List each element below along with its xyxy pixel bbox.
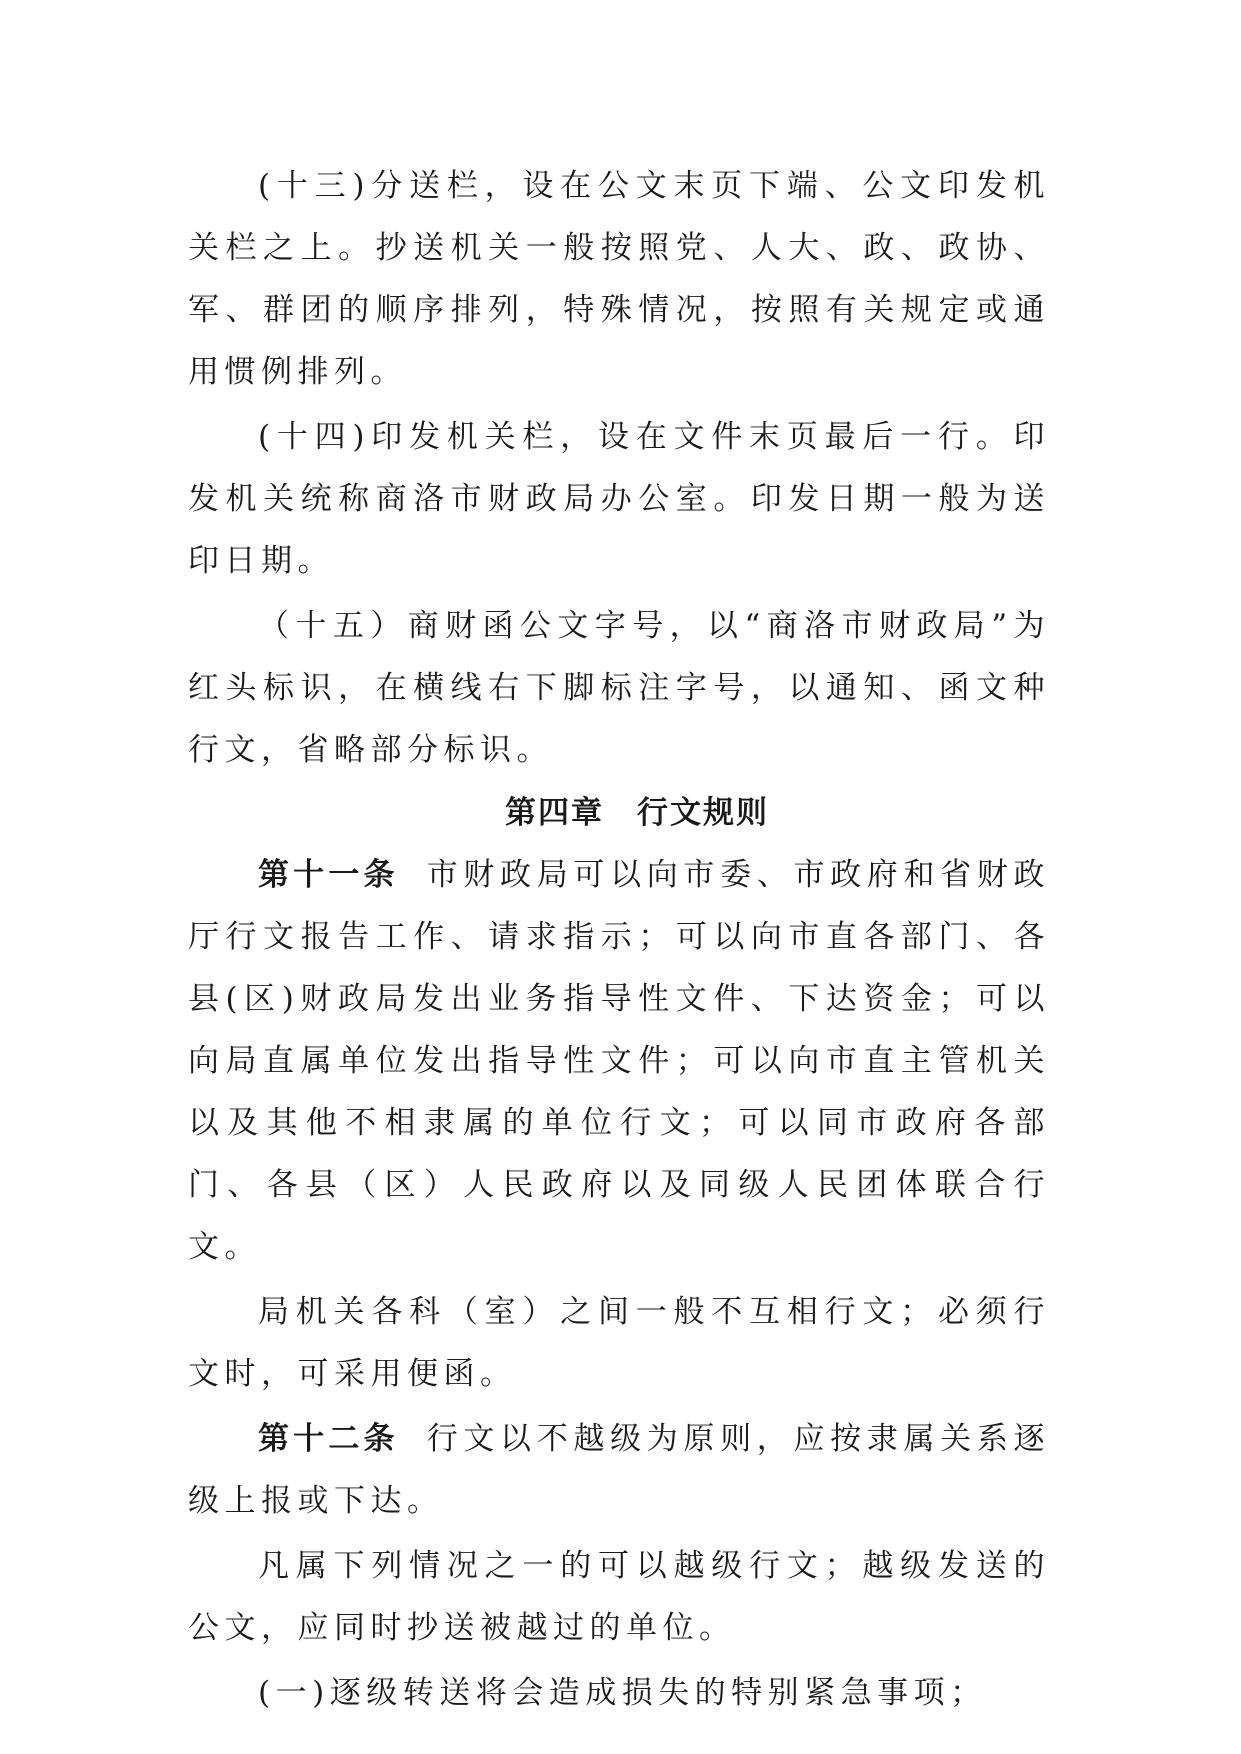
article-11-label: 第十一条 [258,857,399,893]
article-12-paragraph [188,1408,1050,1532]
chapter-heading: 第四章 行文规则 [505,795,769,831]
paragraph-item-13: (十三)分送栏，设在公文末页下端、公文印发机关栏之上。抄送机关一般按照党、人大、政、政协、军、群团的顺序排列，特殊情况，按照有关规定或通用惯例排列。 [188,168,1050,390]
article-11-text: 市财政局可以向市委、市政府和省财政厅行文报告工作、请求指示；可以向市直各部门、各县(区)财政局发出业务指导性文件、下达资金；可以向局直属单位发出指导性文件；可以向市直主管机关以及其他不相隶属的单位行文；可以同市政府各部门、各县（区）人民政府以及同级人民团体联合行文。 [188,857,1051,1265]
paragraph-item-15: （十五）商财函公文字号，以“商洛市财政局”为红头标识，在横线右下脚标注字号，以通知、函文种行文，省略部分标识。 [188,608,1050,768]
article-11-paragraph [188,844,1050,1278]
article-12-text: 行文以不越级为原则，应按隶属关系逐级上报或下达。 [188,1421,1051,1519]
article-11-paragraph-2: 局机关各科（室）之间一般不互相行文；必须行文时，可采用便函。 [188,1294,1050,1392]
document-page [188,155,1050,1724]
article-12-paragraph-2: 凡属下列情况之一的可以越级行文；越级发送的公文，应同时抄送被越过的单位。 [188,1548,1050,1646]
article-12-list-item-1: (一)逐级转送将会造成损失的特别紧急事项； [258,1675,987,1711]
article-12-label: 第十二条 [258,1421,399,1457]
paragraph-item-14: (十四)印发机关栏，设在文件末页最后一行。印发机关统称商洛市财政局办公室。印发日期一般为送印日期。 [188,419,1050,579]
